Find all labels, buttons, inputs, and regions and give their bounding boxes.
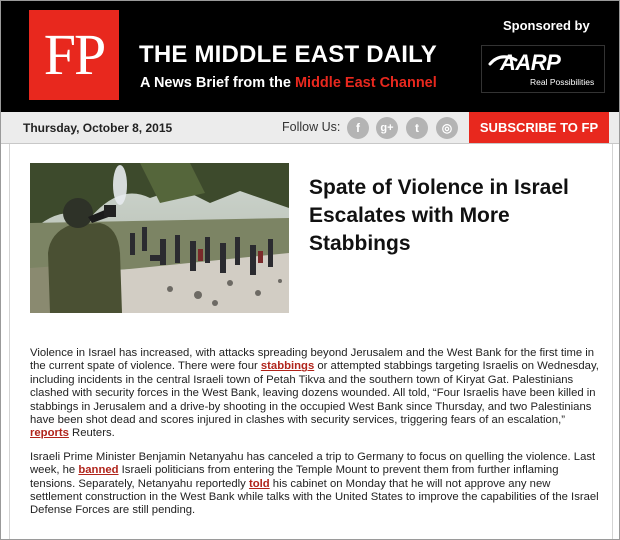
- fp-logo[interactable]: FP: [29, 10, 119, 100]
- article-paragraph: [30, 451, 602, 518]
- aarp-wordmark: AARP: [500, 50, 561, 75]
- text-run: Reuters.: [68, 427, 115, 440]
- stabbings-link[interactable]: stabbings: [260, 360, 315, 373]
- newsletter-header: [1, 1, 619, 112]
- publication-title: THE MIDDLE EAST DAILY: [139, 41, 438, 68]
- text-run: or attempted stabbings targeting Israelis on Wednesday, including incidents in the central Israeli town of Petah Tikva and the southern town of Kiryat Gat. Palestinians clashed with security forces in the West Bank, leaving dozens wounded. All told, “Four Israelis have been killed in stabbings in Jerusalem and a drive-by shooting in the occupied West Bank since Thursday, and two Palestinians have been shot dead and scores injured in clashes with security services, triggering fears of an escalation,”: [30, 360, 599, 427]
- text-run: Israeli politicians from entering the Temple Mount to prevent them from further inflaming tensions. Separately, Netanyahu reportedly: [30, 464, 559, 490]
- aarp-tagline: Real Possibilities: [530, 77, 595, 87]
- date-bar: [1, 112, 619, 144]
- google-plus-icon[interactable]: g+: [376, 117, 398, 139]
- aarp-logo[interactable]: [481, 45, 605, 93]
- article-area: [9, 144, 613, 539]
- text-run: Israeli Prime Minister Benjamin Netanyahu has canceled a trip to Germany to focus on quelling the violence. Last week, he: [30, 450, 596, 477]
- article-paragraph: [30, 347, 602, 441]
- sponsor-label: Sponsored by: [503, 18, 590, 33]
- article-photo[interactable]: [30, 163, 289, 313]
- subtitle-prefix: A News Brief from the: [140, 75, 295, 91]
- facebook-icon[interactable]: f: [347, 117, 369, 139]
- clash-scene-image: [30, 163, 289, 313]
- issue-date: Thursday, October 8, 2015: [23, 121, 173, 135]
- text-run: Violence in Israel has increased, with attacks spreading beyond Jerusalem and the West Bank for the first time in the current spate of violence. There were four: [30, 347, 595, 373]
- article-body: [30, 347, 602, 528]
- follow-us-label: Follow Us:: [282, 120, 341, 134]
- subscribe-button[interactable]: SUBSCRIBE TO FP: [469, 112, 609, 143]
- twitter-icon[interactable]: t: [406, 117, 428, 139]
- publication-subtitle: [140, 75, 437, 91]
- instagram-icon[interactable]: ◎: [436, 117, 458, 139]
- told-link[interactable]: told: [248, 477, 270, 490]
- reports-link[interactable]: reports: [30, 427, 69, 440]
- article-headline[interactable]: Spate of Violence in Israel Escalates with More Stabbings: [309, 176, 569, 255]
- middle-east-channel-link[interactable]: Middle East Channel: [294, 75, 437, 91]
- text-run: his cabinet on Monday that he will not approve any new settlement construction in the West Bank while talks with the United States to improve the capabilities of the Israel Defense Forces are still pending.: [30, 477, 599, 517]
- banned-link[interactable]: banned: [78, 464, 119, 477]
